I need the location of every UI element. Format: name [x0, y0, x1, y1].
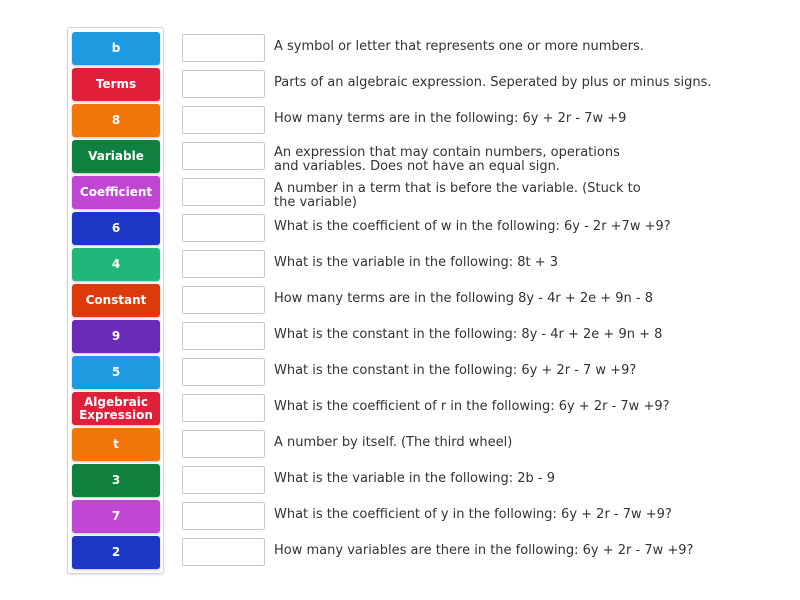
- drop-box[interactable]: [182, 34, 265, 62]
- drop-box[interactable]: [182, 178, 265, 206]
- question-text: What is the coefficient of y in the following: 6y + 2r - 7w +9?: [274, 507, 672, 522]
- answer-tile[interactable]: Terms: [72, 68, 160, 101]
- drop-box[interactable]: [182, 322, 265, 350]
- question-text: How many variables are there in the following: 6y + 2r - 7w +9?: [274, 543, 694, 558]
- answer-tile[interactable]: 4: [72, 248, 160, 281]
- answer-tile-bank: [67, 27, 164, 574]
- drop-box[interactable]: [182, 70, 265, 98]
- drop-box[interactable]: [182, 430, 265, 458]
- drop-box[interactable]: [182, 214, 265, 242]
- question-text: A number by itself. (The third wheel): [274, 435, 513, 450]
- question-text: How many terms are in the following 8y - 4r + 2e + 9n - 8: [274, 291, 654, 306]
- question-text: Parts of an algebraic expression. Seperated by plus or minus signs.: [274, 75, 712, 90]
- question-text: What is the variable in the following: 8t + 3: [274, 255, 559, 270]
- drop-box[interactable]: [182, 142, 265, 170]
- drop-box[interactable]: [182, 394, 265, 422]
- answer-tile[interactable]: 7: [72, 500, 160, 533]
- answer-tile[interactable]: 8: [72, 104, 160, 137]
- answer-tile[interactable]: 9: [72, 320, 160, 353]
- question-text: What is the variable in the following: 2b - 9: [274, 471, 556, 486]
- drop-box[interactable]: [182, 286, 265, 314]
- answer-tile[interactable]: t: [72, 428, 160, 461]
- answer-tile[interactable]: Variable: [72, 140, 160, 173]
- question-text: What is the constant in the following: 6y + 2r - 7 w +9?: [274, 363, 637, 378]
- question-text: What is the coefficient of w in the following: 6y - 2r +7w +9?: [274, 219, 671, 234]
- question-text: A symbol or letter that represents one or more numbers.: [274, 39, 644, 54]
- answer-tile[interactable]: 6: [72, 212, 160, 245]
- answer-tile[interactable]: Algebraic Expression: [72, 392, 160, 425]
- answer-tile[interactable]: Coefficient: [72, 176, 160, 209]
- question-text: How many terms are in the following: 6y + 2r - 7w +9: [274, 111, 627, 126]
- drop-box[interactable]: [182, 538, 265, 566]
- answer-tile[interactable]: 2: [72, 536, 160, 569]
- question-text: A number in a term that is before the variable. (Stuck to the variable): [274, 181, 641, 210]
- question-text: What is the constant in the following: 8y - 4r + 2e + 9n + 8: [274, 327, 663, 342]
- answer-tile[interactable]: Constant: [72, 284, 160, 317]
- question-text: An expression that may contain numbers, operations and variables. Does not have an equal sign.: [274, 145, 620, 174]
- drop-box[interactable]: [182, 502, 265, 530]
- answer-tile[interactable]: 5: [72, 356, 160, 389]
- drop-box[interactable]: [182, 106, 265, 134]
- answer-tile[interactable]: b: [72, 32, 160, 65]
- answer-tile[interactable]: 3: [72, 464, 160, 497]
- drop-box[interactable]: [182, 358, 265, 386]
- question-text: What is the coefficient of r in the following: 6y + 2r - 7w +9?: [274, 399, 670, 414]
- drop-box[interactable]: [182, 250, 265, 278]
- drop-box[interactable]: [182, 466, 265, 494]
